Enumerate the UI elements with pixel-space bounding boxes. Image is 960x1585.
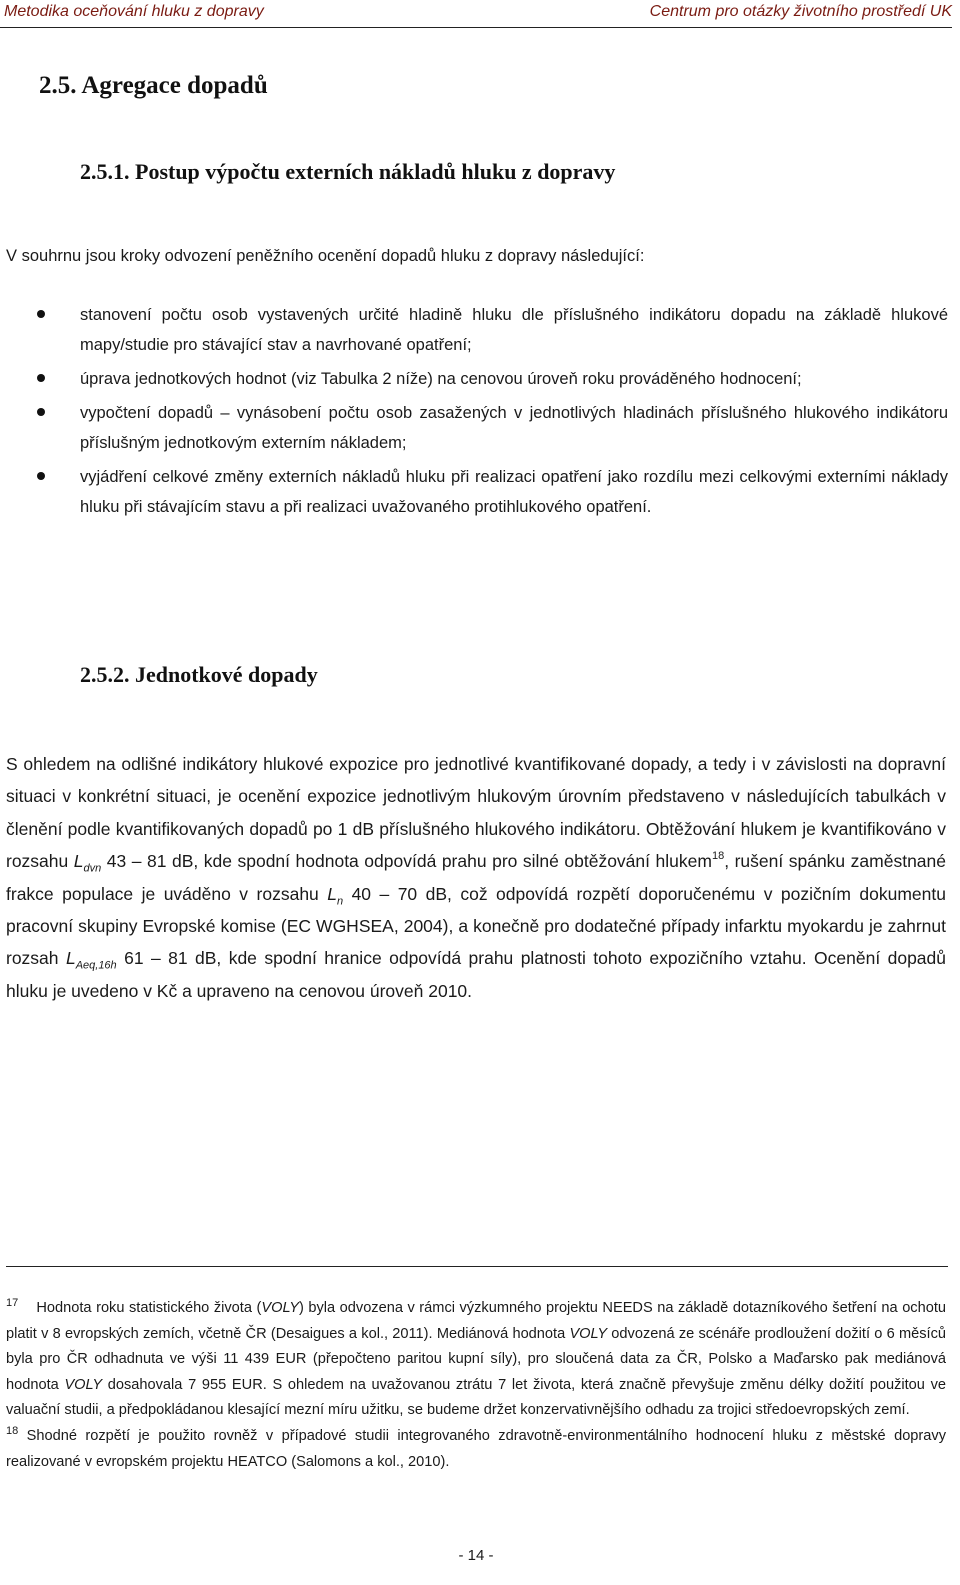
body-paragraph: S ohledem na odlišné indikátory hlukové expozice pro jednotlivé kvantifikované dopady, a tedy i v závislosti na dopravní situaci v konkrétní situaci, je ocenění expozice jednotlivým hlukovým úrovním představeno v následujících tabulkách v členění podle kvantifikovaných dopadů po 1 dB příslušného hlukového indikátoru. Obtěžování hlukem je kvantifikováno v rozsahu $L_{dvn}$ 43 – 81 dB, kde spodní hodnota odpovídá prahu pro silné obtěžování hlukem$^{18}$, rušení spánku zaměstnané frakce populace je uváděno v rozsahu $L_n$ 40 – 70 dB, což odpovídá rozpětí doporučenému v pozičním dokumentu pracovní skupiny Evropské komise (EC WGHSEA, 2004), a konečně pro dodatečné případy infarktu myokardu je zahrnut rozsah $L_{Aeq,16h}$ 61 – 81 dB, kde spodní hranice odpovídá prahu platnosti tohoto expozičního vztahu. Ocenění dopadů hluku je uvedeno v Kč a upraveno na cenovou úroveň 2010.	[6, 754, 947, 1001]
subsection-heading-2-5-1: 2.5.1. Postup výpočtu externích nákladů hluku z dopravy	[80, 159, 616, 184]
list-item: vyjádření celkové změny externích nákladů hluku při realizaci opatření jako rozdílu mezi celkovými externími náklady hluku při stávajícím stavu a při realizaci uvažovaného protihlukového opatření.	[0, 462, 948, 522]
bullet-icon	[37, 472, 45, 480]
footnote-separator	[6, 1266, 948, 1267]
subsection-heading-2-5-2: 2.5.2. Jednotkové dopady	[80, 662, 318, 687]
header-left-title: Metodika oceňování hluku z dopravy	[4, 3, 264, 20]
bullet-icon	[37, 374, 45, 382]
page-number: - 14 -	[458, 1547, 494, 1564]
header-right-title: Centrum pro otázky životního prostředí UK	[649, 3, 952, 20]
list-item: stanovení počtu osob vystavených určité hladině hluku dle příslušného indikátoru dopadu na základě hlukové mapy/studie pro stávající stav a navrhované opatření;	[0, 300, 948, 360]
footnote-ref-18[interactable]: 18	[711, 850, 725, 863]
running-header	[0, 0, 952, 28]
intro-sentence: V souhrnu jsou kroky odvození peněžního ocenění dopadů hluku z dopravy následující:	[6, 247, 645, 265]
bullet-icon	[37, 310, 45, 318]
list-item: vypočtení dopadů – vynásobení počtu osob zasažených v jednotlivých hladinách příslušného hlukového indikátoru příslušným jednotkovým externím nákladem;	[0, 398, 948, 458]
section-heading: 2.5. Agregace dopadů	[39, 72, 268, 99]
steps-list	[0, 300, 948, 522]
list-item: úprava jednotkových hodnot (viz Tabulka 2 níže) na cenovou úroveň roku prováděného hodnocení;	[0, 364, 948, 394]
footnote-17: $^{17}$ Hodnota roku statistického života (VOLY) byla odvozena v rámci výzkumného projektu NEEDS na základě dotazníkového šetření na ochotu platit v 8 evropských zemích, včetně ČR (Desaigues a kol., 2011). Mediánová hodnota VOLY odvozená ze scénáře prodloužení dožití o 6 měsíců byla pro ČR odhadnuta ve výši 11 439 EUR (přepočteno paritou kupní síly), pro sloučená data za ČR, Polsko a Maďarsko pak mediánová hodnota VOLY dosahovala 7 955 EUR. S ohledem na uvažovanou ztrátu 7 let života, která značně převyšuje změnu délky dožití použitou ve valuační studii, a předpokládanou klesající mezní míru užitku, se budeme držet konzervativnějšího odhadu za trojici středoevropských zemí.	[6, 1297, 947, 1419]
footnote-18: $^{18}$ Shodné rozpětí je použito rovněž v případové studii integrovaného zdravotně-environmentálního hodnocení hluku z městské dopravy realizované v evropském projektu HEATCO (Salomons a kol., 2010).	[6, 1424, 946, 1470]
footnotes	[6, 1296, 946, 1475]
bullet-icon	[37, 408, 45, 416]
